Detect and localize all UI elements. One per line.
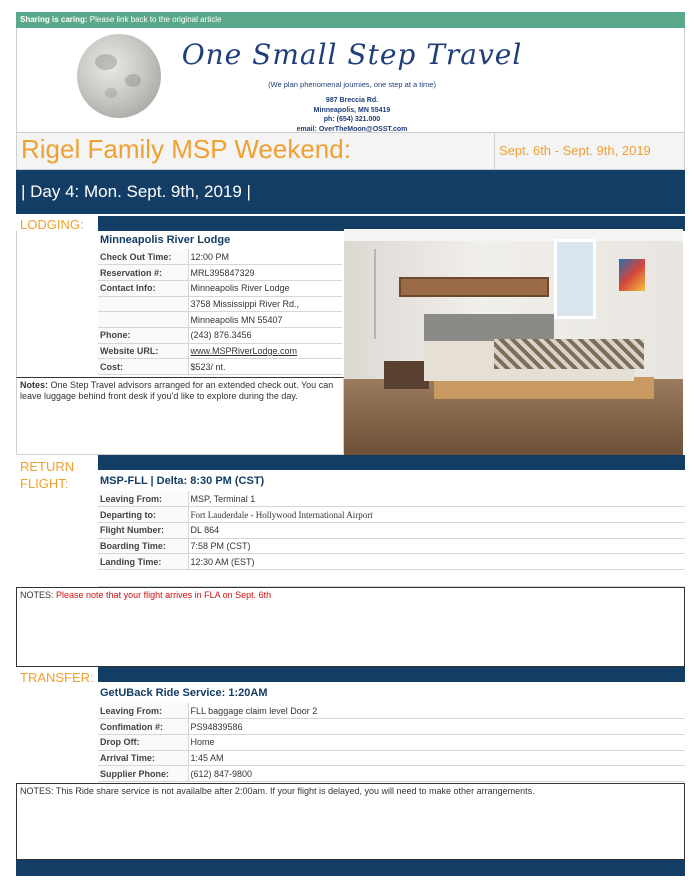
transfer-value: Home bbox=[188, 734, 685, 750]
lodging-key: Cost: bbox=[98, 359, 188, 375]
trip-dates: Sept. 6th - Sept. 9th, 2019 bbox=[494, 133, 684, 169]
lodging-value: Minneapolis MN 55407 bbox=[188, 312, 342, 328]
website-link[interactable]: www.MSPRiverLodge.com bbox=[188, 343, 342, 359]
company-phone: ph: (654) 321.000 bbox=[323, 116, 381, 123]
flight-section-bar bbox=[98, 455, 685, 470]
lodging-value: $523/ nt. bbox=[188, 359, 342, 375]
day-header: | Day 4: Mon. Sept. 9th, 2019 | bbox=[16, 170, 685, 214]
lodging-key: Website URL: bbox=[98, 343, 188, 359]
table-row bbox=[98, 522, 685, 538]
flight-key: Landing Time: bbox=[98, 554, 188, 570]
transfer-key: Confimation #: bbox=[98, 719, 188, 735]
flight-key: Leaving From: bbox=[98, 491, 188, 507]
notes-label: NOTES: bbox=[20, 590, 54, 600]
lodging-value: (243) 876.3456 bbox=[188, 327, 342, 343]
transfer-value: (612) 847-9800 bbox=[188, 766, 685, 782]
table-row bbox=[98, 719, 685, 735]
company-header bbox=[16, 28, 685, 132]
transfer-notes bbox=[16, 783, 685, 860]
lodging-key: Check Out Time: bbox=[98, 249, 188, 265]
footer-bar bbox=[16, 860, 685, 876]
table-row bbox=[98, 280, 342, 296]
lodge-bedroom-photo bbox=[344, 229, 683, 455]
flight-value: DL 864 bbox=[188, 522, 685, 538]
transfer-value: 1:45 AM bbox=[188, 750, 685, 766]
table-row bbox=[98, 766, 685, 782]
notes-label: NOTES: bbox=[20, 786, 54, 796]
table-row bbox=[98, 296, 342, 312]
flight-key: Boarding Time: bbox=[98, 538, 188, 554]
table-row bbox=[98, 507, 685, 523]
address-line-1: 987 Breccia Rd. bbox=[325, 97, 379, 104]
flight-title: MSP-FLL | Delta: 8:30 PM (CST) bbox=[100, 475, 265, 487]
transfer-key: Leaving From: bbox=[98, 703, 188, 719]
flight-notes bbox=[16, 587, 685, 667]
table-row bbox=[98, 750, 685, 766]
lodging-key: Phone: bbox=[98, 327, 188, 343]
table-row bbox=[98, 538, 685, 554]
transfer-title: GetUBack Ride Service: 1:20AM bbox=[100, 687, 268, 699]
flight-value: 7:58 PM (CST) bbox=[188, 538, 685, 554]
lodging-value: 12:00 PM bbox=[188, 249, 342, 265]
sharing-banner bbox=[16, 12, 685, 28]
flight-section-label-1: RETURN bbox=[20, 459, 75, 474]
company-tagline: (We plan phenomenal journies, one step at a time) bbox=[268, 80, 436, 89]
lodging-value: 3758 Mississippi River Rd., bbox=[188, 296, 342, 312]
flight-value: MSP, Terminal 1 bbox=[188, 491, 685, 507]
transfer-value: FLL baggage claim level Door 2 bbox=[188, 703, 685, 719]
table-row bbox=[98, 312, 342, 328]
notes-text: Please note that your flight arrives in FLA on Sept. 6th bbox=[53, 590, 272, 600]
transfer-key: Arrival Time: bbox=[98, 750, 188, 766]
lodging-key bbox=[98, 312, 188, 328]
address-line-2: Minneapolis, MN 55419 bbox=[313, 106, 391, 114]
transfer-value: PS94839586 bbox=[188, 719, 685, 735]
lodging-key: Reservation #: bbox=[98, 265, 188, 281]
trip-title: Rigel Family MSP Weekend: bbox=[21, 134, 351, 164]
flight-value: 12:30 AM (EST) bbox=[188, 554, 685, 570]
lodging-value: MRL395847329 bbox=[188, 265, 342, 281]
notes-label: Notes: bbox=[20, 380, 49, 390]
banner-bold: Sharing is caring: bbox=[20, 15, 88, 24]
lodging-table bbox=[98, 249, 342, 375]
flight-section-label-2: FLIGHT: bbox=[20, 476, 69, 491]
lodging-left-column bbox=[16, 231, 98, 377]
lodging-value: Minneapolis River Lodge bbox=[188, 280, 342, 296]
lodging-section-label: LODGING: bbox=[20, 217, 84, 232]
table-row bbox=[98, 554, 685, 570]
flight-key: Departing to: bbox=[98, 507, 188, 523]
moon-logo-icon bbox=[77, 34, 161, 118]
transfer-section-bar bbox=[98, 667, 685, 682]
banner-text: Please link back to the original article bbox=[87, 15, 222, 24]
lodging-notes bbox=[16, 377, 344, 455]
transfer-key: Drop Off: bbox=[98, 734, 188, 750]
company-name: One Small Step Travel bbox=[181, 38, 523, 71]
table-row bbox=[98, 343, 342, 359]
table-row bbox=[98, 359, 342, 375]
notes-text: This Ride share service is not availalbe after 2:00am. If your flight is delayed, you will need to make other arrangements. bbox=[53, 786, 535, 796]
table-row bbox=[98, 491, 685, 507]
notes-text: One Step Travel advisors arranged for an extended check out. You can leave luggage behind front desk if you'd like to explore during the day. bbox=[20, 380, 334, 401]
transfer-table bbox=[98, 703, 685, 782]
itinerary-page bbox=[16, 12, 685, 880]
lodging-name: Minneapolis River Lodge bbox=[100, 234, 231, 246]
company-email: email: OverTheMoon@OSST.com bbox=[296, 125, 408, 133]
trip-title-row bbox=[16, 132, 685, 170]
lodging-key: Contact Info: bbox=[98, 280, 188, 296]
transfer-key: Supplier Phone: bbox=[98, 766, 188, 782]
table-row bbox=[98, 703, 685, 719]
company-address bbox=[177, 96, 527, 134]
lodging-key bbox=[98, 296, 188, 312]
flight-key: Flight Number: bbox=[98, 522, 188, 538]
flight-table bbox=[98, 491, 685, 570]
transfer-section-label: TRANSFER: bbox=[20, 670, 94, 685]
table-row bbox=[98, 265, 342, 281]
flight-blank-row bbox=[98, 569, 685, 587]
flight-value: Fort Lauderdale - Hollywood International Airport bbox=[188, 507, 685, 523]
table-row bbox=[98, 327, 342, 343]
table-row bbox=[98, 249, 342, 265]
table-row bbox=[98, 734, 685, 750]
